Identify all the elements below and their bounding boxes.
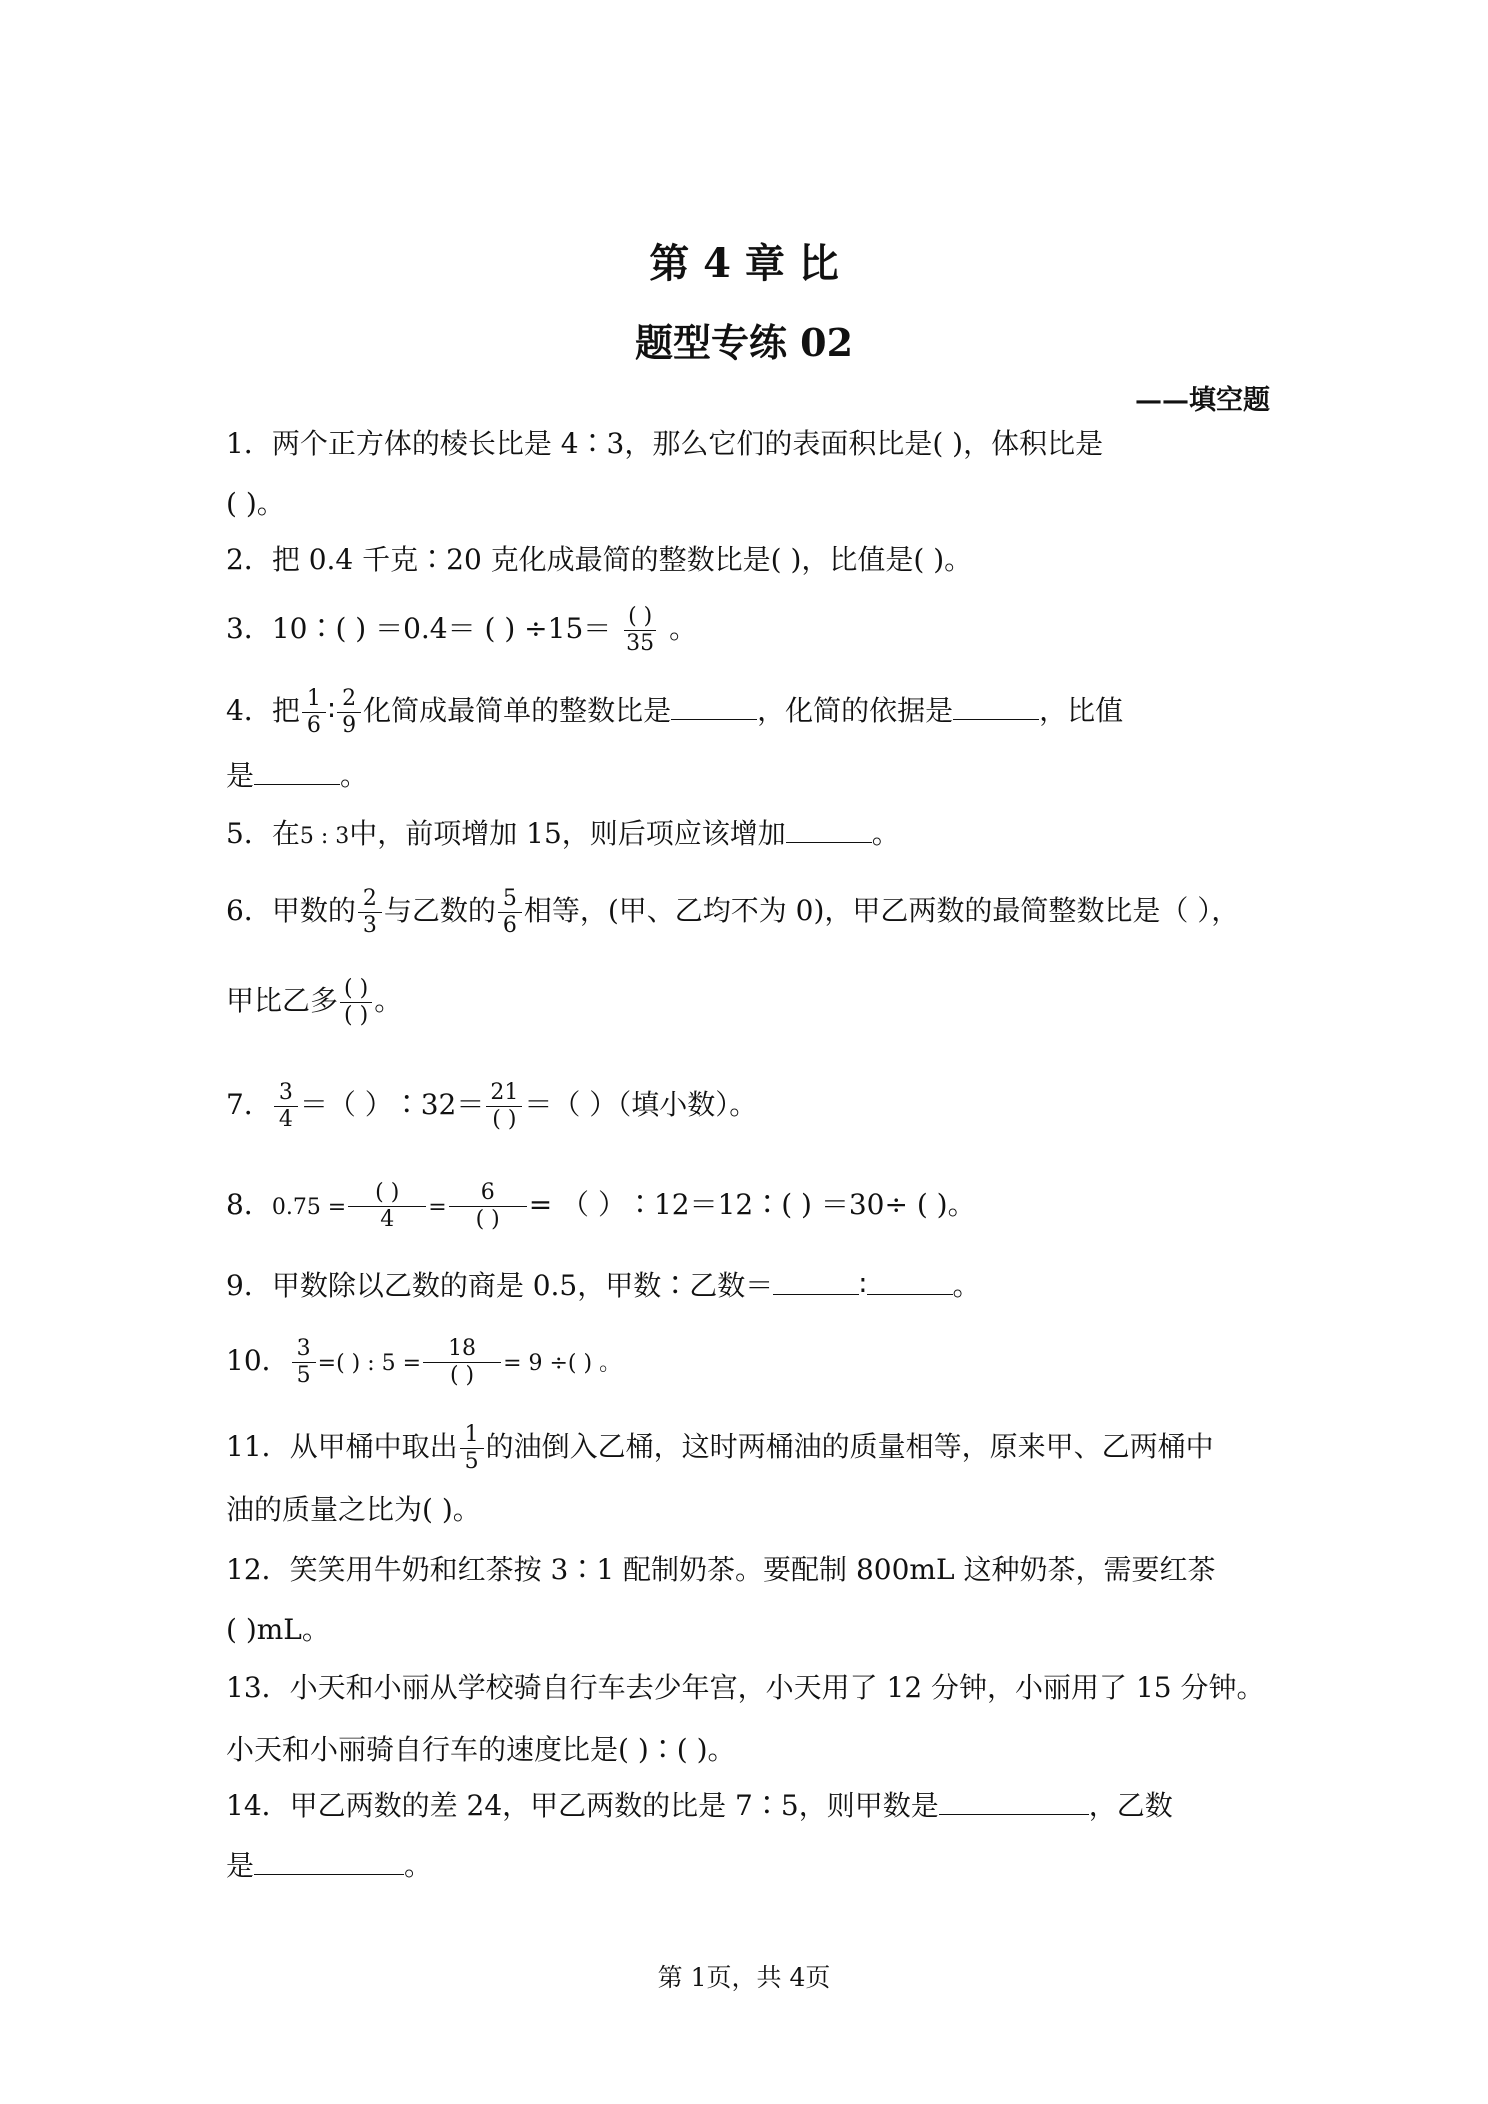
q4-fraction-2: [337, 686, 361, 739]
q6-text-b: 与乙数的: [383, 894, 496, 927]
q7-f1-denominator: 4: [278, 1107, 293, 1132]
question-11-line-2: 油的质量之比为( )。: [226, 1493, 481, 1526]
q8-prefix: 8．: [226, 1188, 272, 1221]
practice-title: 题型专练 02: [634, 320, 854, 365]
question-12-line-1: 12．笑笑用牛奶和红茶按 3∶1 配制奶茶。要配制 800mL 这种奶茶，需要红茶: [226, 1553, 1216, 1586]
q11-text-b: 的油倒入乙桶，这时两桶油的质量相等，原来甲、乙两桶中: [485, 1430, 1214, 1463]
q3-fraction-numerator: ( ): [624, 604, 656, 631]
q10-f2-denominator: ( ): [449, 1363, 475, 1388]
question-2: 2．把 0.4 千克∶20 克化成最简的整数比是( )，比值是( )。: [226, 543, 973, 576]
q4-fraction-1: [302, 686, 326, 739]
q4-text-b: 化简成最简单的整数比是: [363, 694, 672, 727]
q5-blank: [786, 816, 872, 843]
q4-prefix: 4．把: [226, 694, 300, 727]
question-6-line-1: [226, 886, 1239, 939]
q7-fraction-2: [486, 1080, 522, 1133]
question-14-line-1: [226, 1786, 1173, 1826]
q6-text-d: 甲比乙多: [226, 984, 339, 1017]
q3-text: 3．10∶( ) ＝0.4＝ ( ) ÷15＝: [226, 612, 612, 645]
q8-fraction-2: [449, 1180, 527, 1233]
q4-f2-denominator: 9: [342, 713, 357, 738]
q9-text: 9．甲数除以乙数的商是 0.5，甲数∶乙数＝: [226, 1269, 774, 1302]
q14-end: 。: [404, 1849, 433, 1882]
question-1-line-1: 1．两个正方体的棱长比是 4∶3，那么它们的表面积比是( )，体积比是: [226, 427, 1104, 460]
q11-f-numerator: 1: [460, 1422, 484, 1449]
question-13-line-1: 13．小天和小丽从学校骑自行车去少年宫，小天用了 12 分钟，小丽用了 15 分钟。: [226, 1671, 1265, 1704]
q9-blank-1: [773, 1268, 859, 1295]
q6-fraction-3: [340, 976, 372, 1029]
question-10: [226, 1336, 621, 1389]
q8-text-c: = （ ）∶12＝12∶( ) ＝30÷ ( )。: [528, 1188, 976, 1221]
q6-end: 。: [374, 984, 403, 1017]
q7-f2-denominator: ( ): [492, 1107, 517, 1132]
question-13-line-2: 小天和小丽骑自行车的速度比是( )∶( )。: [226, 1733, 736, 1766]
q6-f1-denominator: 3: [362, 913, 377, 938]
q7-f2-numerator: 21: [486, 1080, 522, 1107]
q9-end: 。: [952, 1269, 981, 1302]
q3-fraction: [622, 604, 658, 657]
q11-f-denominator: 5: [464, 1449, 479, 1474]
q4-end: 。: [340, 759, 369, 792]
q7-text-b: ＝（ ）∶32＝: [299, 1088, 485, 1121]
q3-fraction-denominator: 35: [626, 631, 655, 656]
q4-f1-denominator: 6: [306, 713, 321, 738]
q4-blank-1: [671, 693, 757, 720]
q4-f2-numerator: 2: [337, 686, 361, 713]
q10-fraction-1: [292, 1336, 316, 1389]
question-12-line-2: ( )mL。: [226, 1613, 330, 1646]
q10-text-b: =( ) : 5 =: [317, 1351, 422, 1376]
question-1-line-2: ( )。: [226, 487, 285, 520]
q11-prefix: 11．从甲桶中取出: [226, 1430, 458, 1463]
q5-prefix: 5．在: [226, 817, 300, 850]
question-7: [226, 1080, 757, 1133]
question-3: [226, 604, 697, 657]
q4-text-e: 是: [226, 759, 255, 792]
question-11-line-1: [226, 1422, 1214, 1475]
q9-blank-2: [867, 1268, 953, 1295]
question-8: [226, 1180, 976, 1233]
q10-f2-numerator: 18: [423, 1336, 501, 1363]
q10-text-c: = 9 ÷( ) 。: [503, 1351, 622, 1376]
question-4-line-1: [226, 686, 1123, 739]
q14-blank-2: [254, 1848, 404, 1875]
q14-text-c: 是: [226, 1849, 255, 1882]
q14-text-b: ，乙数: [1088, 1789, 1173, 1822]
question-14-line-2: [226, 1846, 432, 1886]
q4-f1-numerator: 1: [302, 686, 326, 713]
q4-text-d: ，比值: [1039, 694, 1124, 727]
q8-f1-denominator: 4: [380, 1207, 395, 1232]
q6-f2-numerator: 5: [498, 886, 522, 913]
q6-text-c: 相等，(甲、乙均不为 0)，甲乙两数的最简整数比是（ ），: [523, 894, 1240, 927]
q7-f1-numerator: 3: [274, 1080, 298, 1107]
q8-f1-numerator: ( ): [348, 1180, 426, 1207]
question-6-line-2: [226, 976, 402, 1029]
q8-fraction-1: [348, 1180, 426, 1233]
q3-end: 。: [669, 612, 698, 645]
q10-f1-numerator: 3: [292, 1336, 316, 1363]
q5-text: 中，前项增加 15，则后项应该增加: [349, 817, 786, 850]
question-4-line-2: [226, 756, 368, 796]
q6-fraction-1: [358, 886, 382, 939]
q7-fraction-1: [274, 1080, 298, 1133]
q4-blank-3: [254, 758, 340, 785]
q4-colon: ∶: [327, 694, 336, 727]
q10-fraction-2: [423, 1336, 501, 1389]
q5-end: 。: [871, 817, 900, 850]
q6-f2-denominator: 6: [502, 913, 517, 938]
q6-f3-numerator: ( ): [340, 976, 372, 1003]
q8-equals: =: [428, 1195, 447, 1220]
q8-f2-numerator: 6: [449, 1180, 527, 1207]
question-5: [226, 814, 900, 857]
q14-blank-1: [939, 1788, 1089, 1815]
q9-colon: ∶: [859, 1269, 867, 1302]
q7-text-c: ＝（ ）（填小数）。: [524, 1088, 758, 1121]
chapter-title: 第 4 章 比: [649, 240, 839, 287]
q7-prefix: 7．: [226, 1088, 272, 1121]
q6-prefix: 6．甲数的: [226, 894, 356, 927]
q11-fraction: [460, 1422, 484, 1475]
page-footer: 第 1页，共 4页: [657, 1963, 831, 1992]
q8-decimal: 0.75 =: [271, 1195, 347, 1220]
section-label: ——填空题: [1135, 385, 1270, 416]
q6-f3-denominator: ( ): [344, 1003, 369, 1028]
q6-fraction-2: [498, 886, 522, 939]
q10-f1-denominator: 5: [296, 1363, 311, 1388]
q10-prefix: 10．: [226, 1344, 290, 1377]
q5-ratio: 5 : 3: [299, 824, 350, 849]
q14-text: 14．甲乙两数的差 24，甲乙两数的比是 7∶5，则甲数是: [226, 1789, 939, 1822]
q4-text-c: ，化简的依据是: [757, 694, 954, 727]
q4-blank-2: [953, 693, 1039, 720]
question-9: [226, 1266, 981, 1306]
q8-f2-denominator: ( ): [475, 1207, 500, 1232]
q6-f1-numerator: 2: [358, 886, 382, 913]
